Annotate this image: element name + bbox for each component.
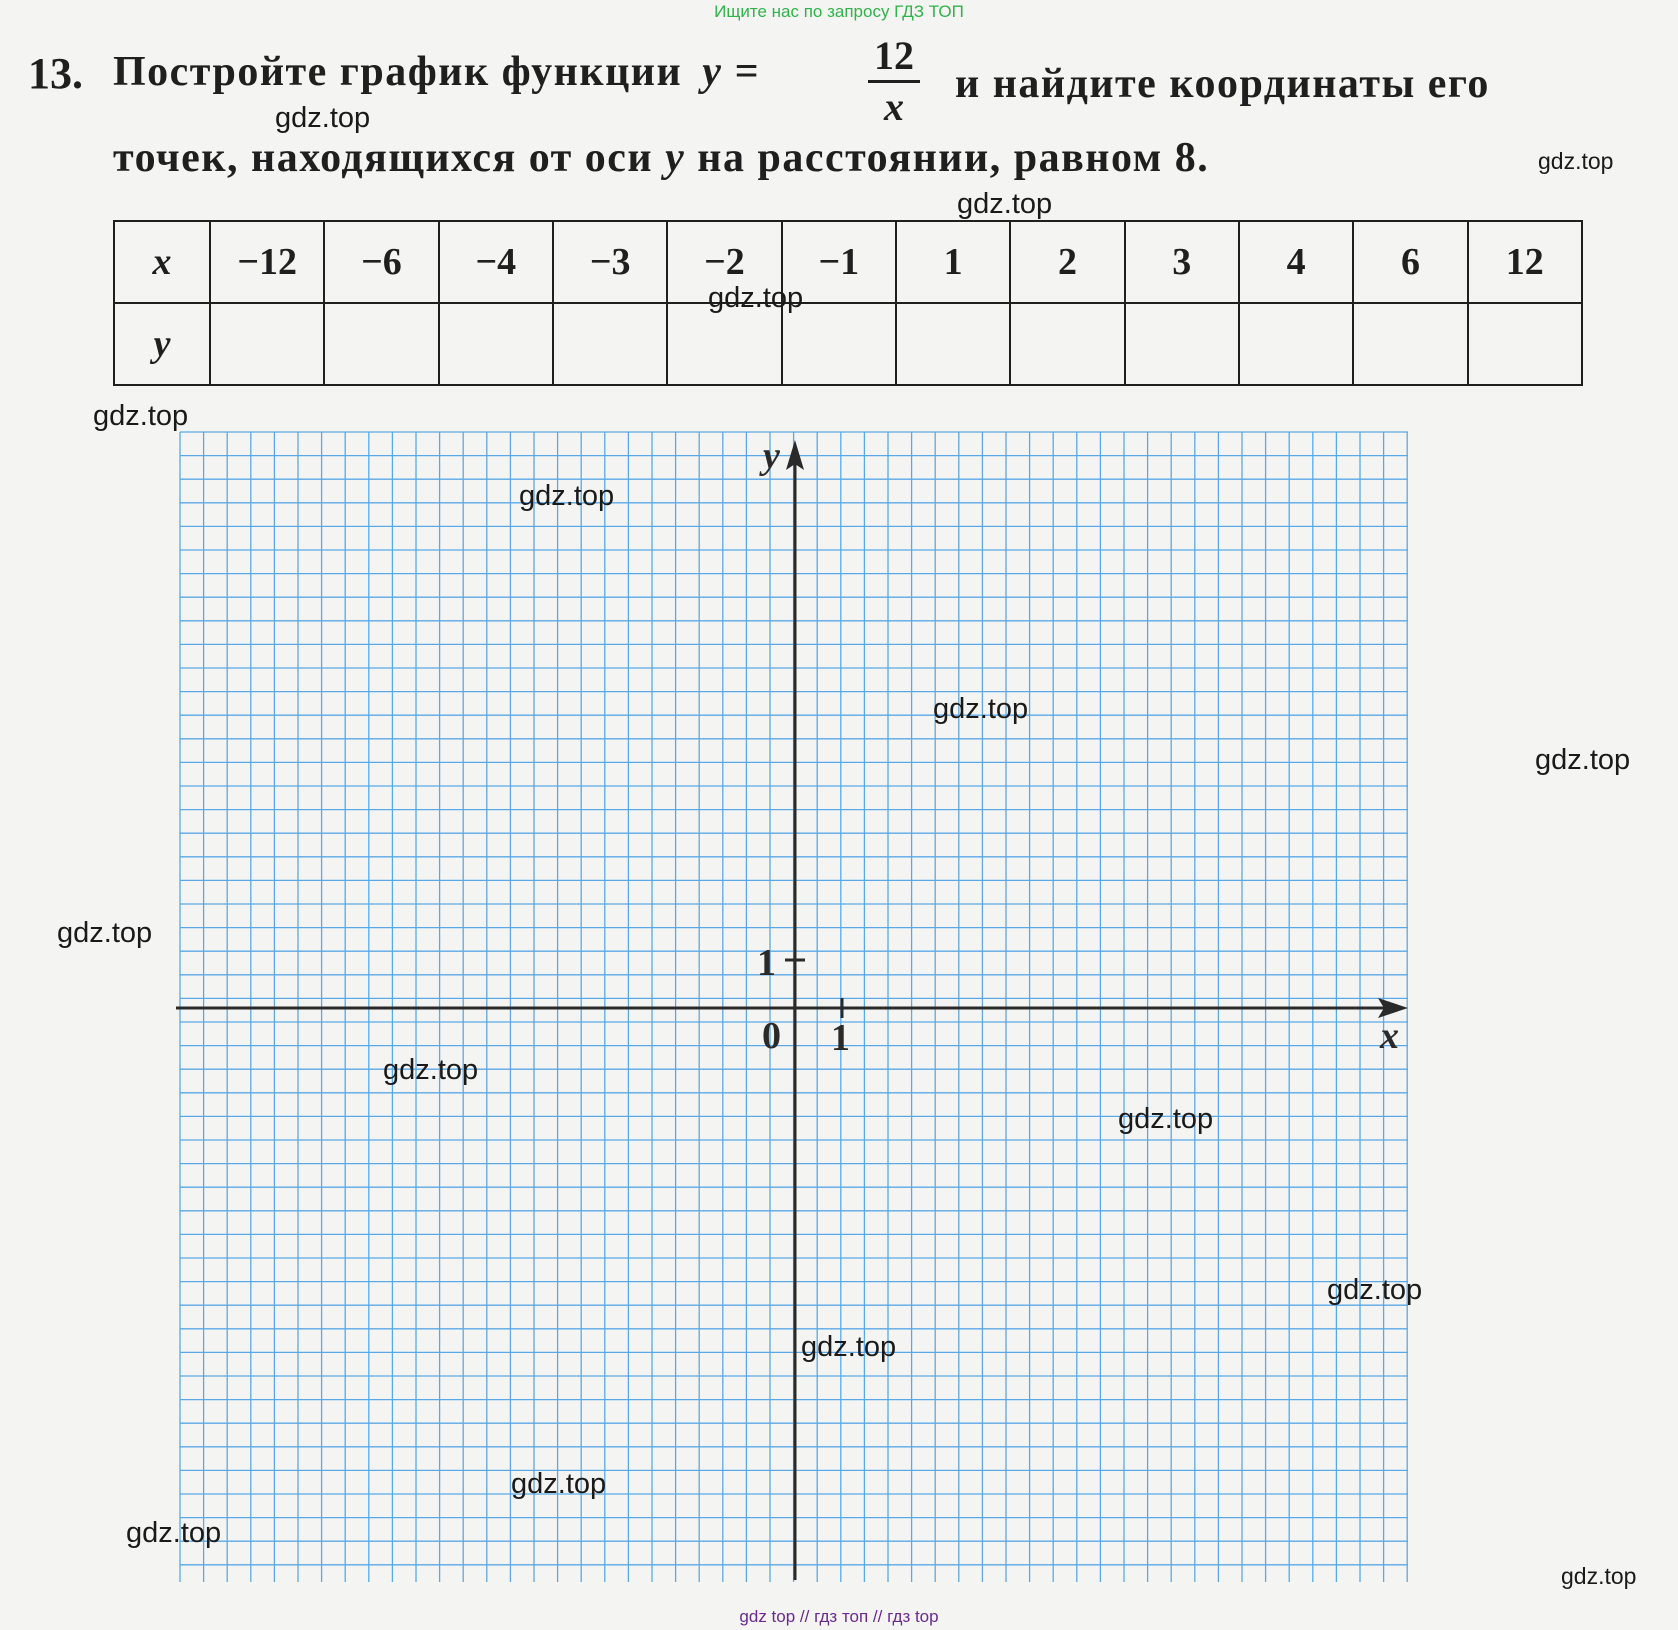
watermark: gdz.top — [93, 400, 189, 432]
watermark: gdz.top — [1327, 1274, 1423, 1306]
watermark: gdz.top — [275, 102, 371, 134]
bottom-banner: gdz top // гдз топ // гдз top — [739, 1607, 939, 1626]
table-cell-x: −1 — [782, 221, 896, 303]
function-lhs: y = — [702, 49, 760, 95]
task-text-line2-a: точек, находящихся от оси — [113, 135, 654, 181]
watermark: gdz.top — [1538, 148, 1614, 174]
task-number: 13. — [28, 49, 83, 98]
watermark: gdz.top — [1118, 1103, 1214, 1135]
table-cell-x: −4 — [439, 221, 553, 303]
task-text-start: Постройте график функции — [113, 49, 683, 95]
table-cell-x: −3 — [553, 221, 667, 303]
top-banner: Ищите нас по запросу ГДЗ ТОП — [714, 2, 964, 21]
watermark: gdz.top — [519, 480, 615, 512]
table-cell-x: 4 — [1239, 221, 1353, 303]
watermark: gdz.top — [1561, 1563, 1637, 1589]
watermark: gdz.top — [57, 917, 153, 949]
fraction-denominator: x — [884, 84, 904, 129]
table-cell-x: 12 — [1468, 221, 1582, 303]
table-cell-x: 6 — [1353, 221, 1467, 303]
watermark: gdz.top — [511, 1468, 607, 1500]
table-cell-x: 1 — [896, 221, 1010, 303]
watermark: gdz.top — [126, 1517, 222, 1549]
y-axis-label: y — [763, 435, 780, 477]
task-axis-y: y — [665, 135, 686, 181]
y-unit-label: 1 — [757, 942, 776, 984]
table-cell-x: −2 — [667, 221, 781, 303]
watermark: gdz.top — [801, 1331, 897, 1363]
watermark: gdz.top — [1535, 744, 1631, 776]
table-cell-x: 3 — [1125, 221, 1239, 303]
table-header-x: x — [114, 221, 210, 303]
table-header-y: y — [114, 303, 210, 385]
table-cell-x: −6 — [324, 221, 438, 303]
x-unit-label: 1 — [831, 1017, 850, 1059]
task-text-line1-end: и найдите координаты его — [955, 61, 1490, 107]
task-text-line2-b: на расстоянии, равном 8. — [697, 135, 1210, 181]
table-cell-x: 2 — [1010, 221, 1124, 303]
watermark: gdz.top — [708, 282, 804, 314]
table-cell-x: −12 — [210, 221, 324, 303]
x-axis — [176, 998, 1408, 1018]
origin-label: 0 — [762, 1015, 781, 1057]
watermark: gdz.top — [933, 693, 1029, 725]
y-axis — [786, 440, 804, 1580]
x-axis-label: x — [1380, 1015, 1399, 1057]
fraction-numerator: 12 — [874, 33, 914, 78]
watermark: gdz.top — [957, 188, 1053, 220]
watermark: gdz.top — [383, 1054, 479, 1086]
